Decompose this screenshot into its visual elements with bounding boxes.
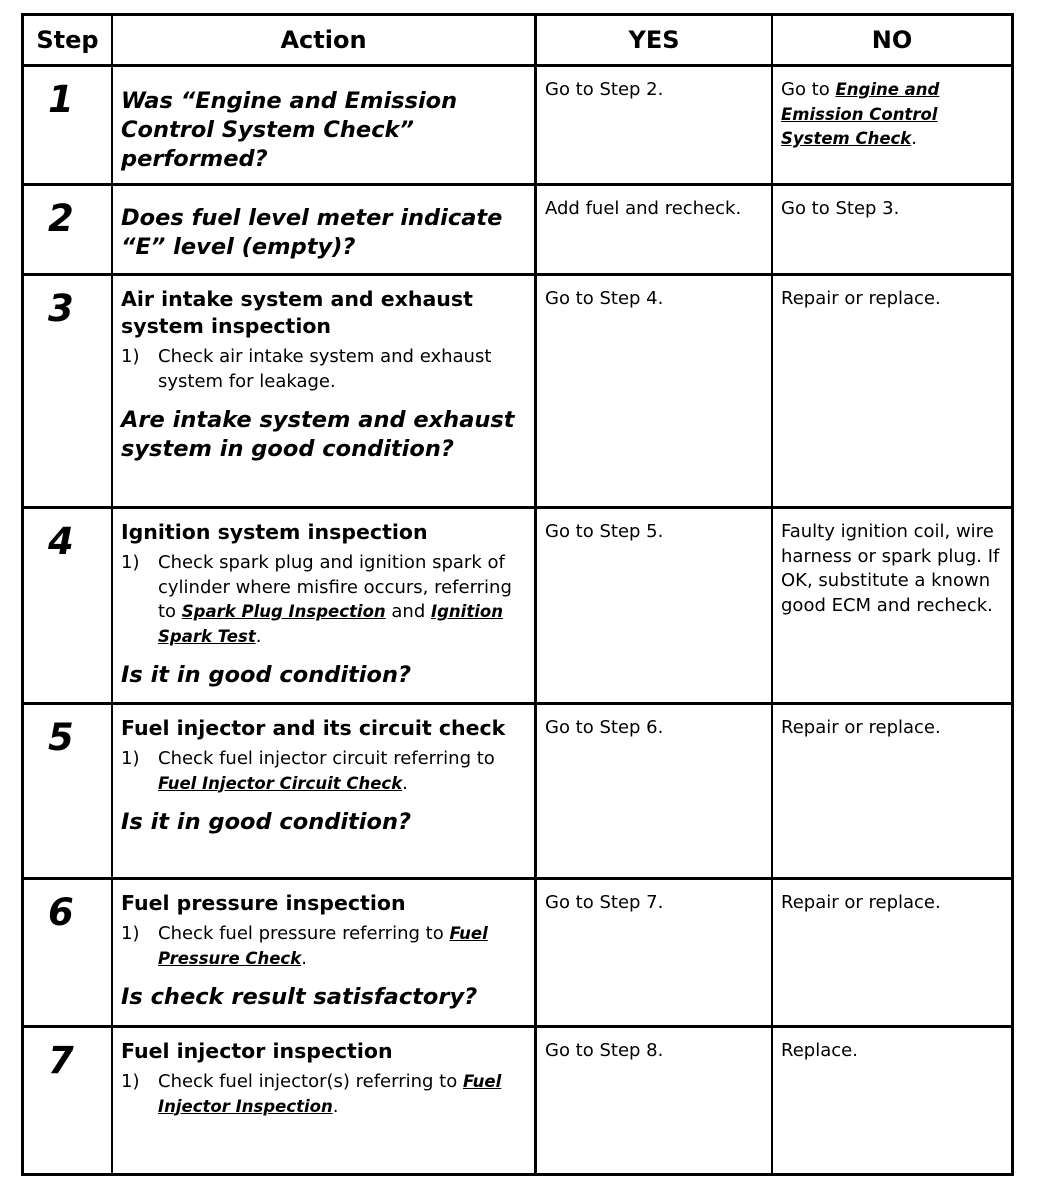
- sub-step: 1) Check fuel pressure referring to Fuel Pressure Check.: [121, 923, 488, 969]
- fuel-injector-circuit-check-link[interactable]: Fuel Injector Circuit Check: [158, 773, 403, 793]
- step-number: 5: [48, 716, 74, 759]
- fuel-injector-inspection-link[interactable]: Fuel Injector Inspection: [158, 1072, 502, 1116]
- step-question: Is it in good condition?: [121, 809, 412, 835]
- header-step: Step: [24, 16, 113, 64]
- step-title: Air intake system and exhaust system inspection: [121, 287, 473, 338]
- fuel-pressure-check-link[interactable]: Fuel Pressure Check: [158, 924, 488, 968]
- step-question: Is check result satisfactory?: [121, 984, 478, 1010]
- yes-result: Go to Step 8.: [545, 1040, 664, 1061]
- step-question: Is it in good condition?: [121, 662, 412, 688]
- no-result: Repair or replace.: [781, 717, 941, 738]
- no-result: Repair or replace.: [781, 892, 941, 913]
- sub-step: 1) Check spark plug and ignition spark of cylinder where misfire occurs, referring to Spark Plug Inspection and Ignition Spark Test.: [121, 552, 512, 647]
- header-row: [24, 16, 1011, 67]
- yes-result: Go to Step 7.: [545, 892, 664, 913]
- table-row: [24, 509, 1011, 705]
- header-action: Action: [113, 16, 537, 64]
- step-title: Ignition system inspection: [121, 520, 428, 544]
- sub-step: 1) Check fuel injector(s) referring to Fuel Injector Inspection.: [121, 1071, 502, 1117]
- step-number: 7: [48, 1039, 74, 1082]
- step-question: Does fuel level meter indicate “E” level (empty)?: [121, 205, 503, 260]
- table-row: [24, 705, 1011, 880]
- sub-step: 1) Check air intake system and exhaust system for leakage.: [121, 346, 492, 392]
- step-title: Fuel pressure inspection: [121, 891, 406, 915]
- step-question: Are intake system and exhaust system in good condition?: [121, 407, 515, 462]
- diagnostic-table: [21, 13, 1014, 1176]
- step-number: 3: [48, 287, 74, 330]
- engine-emission-check-link[interactable]: Engine and Emission Control System Check: [781, 80, 940, 148]
- header-no: NO: [871, 26, 913, 54]
- yes-result: Add fuel and recheck.: [545, 198, 742, 219]
- yes-result: Go to Step 5.: [545, 521, 664, 542]
- table-row: [24, 1028, 1011, 1176]
- step-title: Fuel injector and its circuit check: [121, 716, 506, 740]
- step-title: Fuel injector inspection: [121, 1039, 393, 1063]
- yes-result: Go to Step 4.: [545, 288, 664, 309]
- no-result: Faulty ignition coil, wire harness or spark plug. If OK, substitute a known good ECM and recheck.: [781, 521, 1000, 616]
- no-result: Replace.: [781, 1040, 858, 1061]
- step-number: 1: [48, 78, 74, 121]
- yes-result: Go to Step 6.: [545, 717, 664, 738]
- no-result: Go to Step 3.: [781, 198, 900, 219]
- step-number: 2: [48, 197, 74, 240]
- spark-plug-inspection-link[interactable]: Spark Plug Inspection: [181, 602, 386, 621]
- table-row: [24, 880, 1011, 1028]
- step-question: Was “Engine and Emission Control System Check” performed?: [121, 88, 458, 172]
- step-number: 6: [48, 891, 74, 934]
- table-row: [24, 67, 1011, 186]
- no-result: Go to Engine and Emission Control System Check.: [781, 79, 940, 149]
- step-number: 4: [48, 520, 74, 563]
- header-yes: YES: [537, 16, 773, 64]
- yes-result: Go to Step 2.: [545, 79, 664, 100]
- ignition-spark-test-link[interactable]: Ignition Spark Test: [158, 602, 503, 646]
- table-row: [24, 186, 1011, 276]
- sub-step: 1) Check fuel injector circuit referring to Fuel Injector Circuit Check.: [121, 748, 495, 794]
- table-row: [24, 276, 1011, 509]
- no-result: Repair or replace.: [781, 288, 941, 309]
